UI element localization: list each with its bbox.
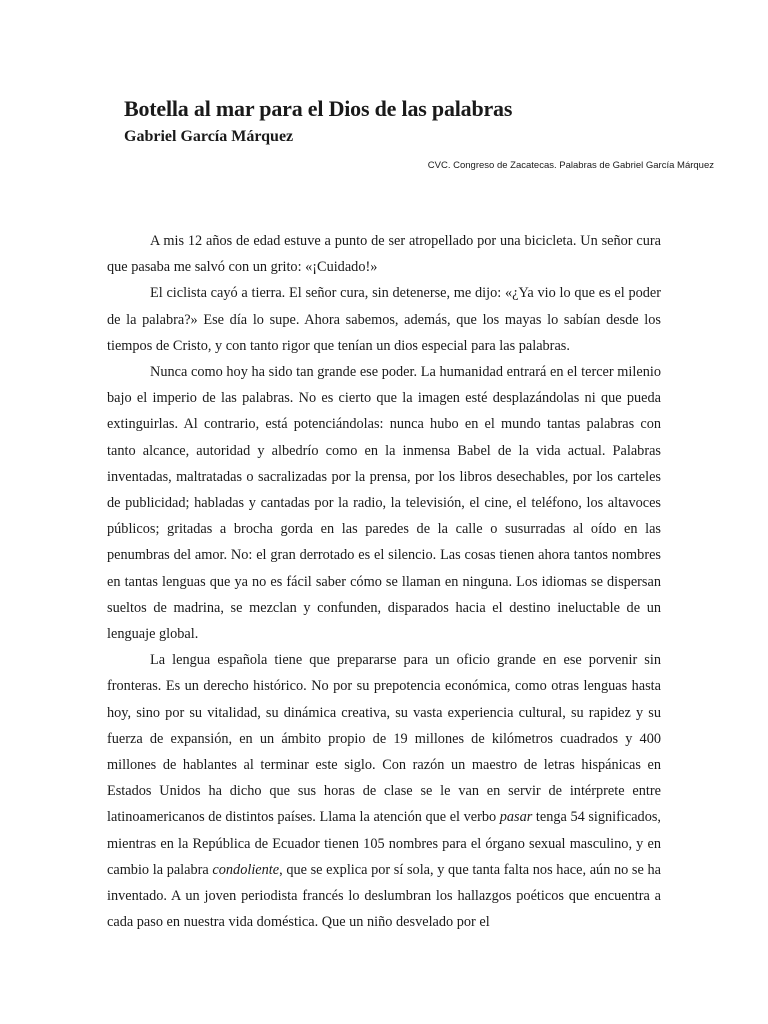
- paragraph-3: Nunca como hoy ha sido tan grande ese poder. La humanidad entrará en el tercer milenio bajo el imperio de las palabras. No es cierto que la imagen esté desplazándolas ni que pueda extinguirlas. Al contrario, está potenciándolas: nunca hubo en el mundo tantas palabras con tanto alcance, autoridad y albedrío como en la inmensa Babel de la vida actual. Palabras inventadas, maltratadas o sacralizadas por la prensa, por los libros desechables, por los carteles de publicidad; habladas y cantadas por la radio, la televisión, el cine, el teléfono, los altavoces públicos; gritadas a brocha gorda en las paredes de la calle o susurradas al oído en las penumbras del amor. No: el gran derrotado es el silencio. Las cosas tienen ahora tantos nombres en tantas lenguas que ya no es fácil saber cómo se llaman en ninguna. Los idiomas se dispersan sueltos de madrina, se mezclan y confunden, disparados hacia el destino ineluctable de un lenguaje global.: [107, 364, 661, 643]
- paragraph-1: A mis 12 años de edad estuve a punto de ser atropellado por una bicicleta. Un señor cura que pasaba me salvó con un grito: «¡Cuidado!»: [107, 233, 661, 276]
- document-title: Botella al mar para el Dios de las palabras: [124, 96, 513, 121]
- paragraph-4-text-a: La lengua española tiene que prepararse para un oficio grande en ese porvenir sin fronteras. Es un derecho histórico. No por su prepotencia económica, como otras lenguas hasta hoy, sino por su vitalidad, su dinámica creativa, su vasta experiencia cultural, su rapidez y su fuerza de expansión, en un ámbito propio de 19 millones de kilómetros cuadrados y 400 millones de hablantes al terminar este siglo. Con razón un maestro de letras hispánicas en Estados Unidos ha dicho que sus horas de clase se le van en servir de intérprete entre latinoamericanos de distintos países. Llama la atención que el verbo: [107, 652, 661, 826]
- paragraph-4: [107, 647, 661, 935]
- document-author: Gabriel García Márquez: [124, 128, 294, 145]
- paragraph-4-emphasis-pasar: pasar: [499, 809, 533, 826]
- source-citation: CVC. Congreso de Zacatecas. Palabras de Gabriel García Márquez: [427, 160, 714, 171]
- paragraph-4-text-b: tenga 54 significados, mientras en la República de Ecuador tienen 105 nombres para el órgano sexual masculino, y en cambio la palabra: [107, 809, 661, 878]
- paragraph-4-emphasis-condoliente: condoliente: [212, 861, 280, 878]
- paragraph-4-text-c: , que se explica por sí sola, y que tanta falta nos hace, aún no se ha inventado. A un joven periodista francés lo deslumbran los hallazgos poéticos que encuentra a cada paso en nuestra vida doméstica. Que un niño desvelado por el: [107, 861, 661, 931]
- document-body: [107, 228, 661, 935]
- paragraph-2: El ciclista cayó a tierra. El señor cura, sin detenerse, me dijo: «¿Ya vio lo que es el poder de la palabra?» Ese día lo supe. Ahora sabemos, además, que los mayas lo sabían desde los tiempos de Cristo, y con tanto rigor que tenían un dios especial para las palabras.: [107, 285, 661, 354]
